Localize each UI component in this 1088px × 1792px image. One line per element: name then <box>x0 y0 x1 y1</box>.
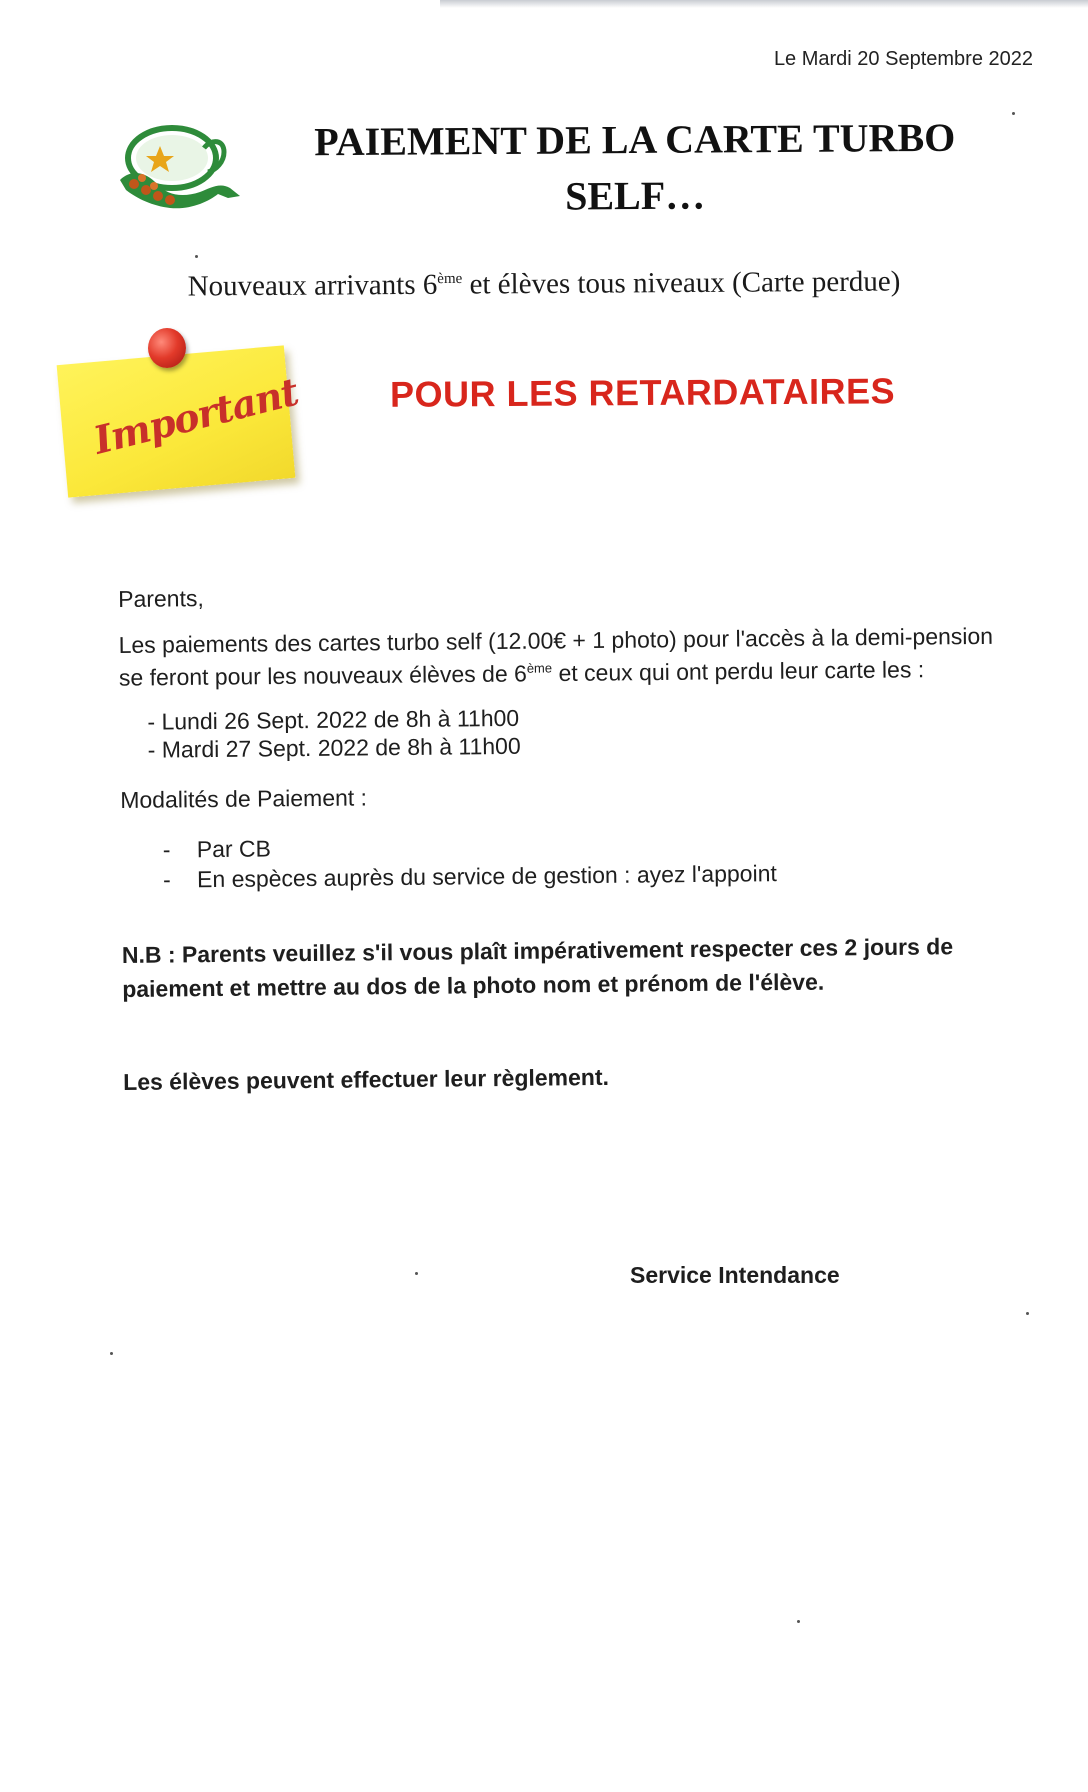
intro-paragraph <box>118 622 1009 692</box>
subtitle-text-end: et élèves tous niveaux (Carte perdue) <box>462 265 901 301</box>
intro-text: Les paiements des cartes turbo self (12.00€ + 1 photo) pour l'accès à la demi-pension se feront pour les nouveaux élèves de 6 <box>118 622 994 691</box>
subtitle-text: Nouveaux arrivants 6 <box>187 268 438 303</box>
scan-speck <box>415 1272 418 1275</box>
payment-dates <box>147 698 1040 763</box>
greeting: Parents, <box>118 585 204 612</box>
letter-body <box>118 575 1043 1095</box>
school-logo-frog-icon <box>112 118 247 218</box>
payment-methods-heading: Modalités de Paiement : <box>120 784 368 813</box>
sticky-note <box>57 345 303 497</box>
title-line-1: PAIEMENT DE LA CARTE TURBO <box>314 114 956 165</box>
students-note: Les élèves peuvent effectuer leur règlement. <box>123 1063 610 1095</box>
title-line-2: SELF… <box>565 172 706 219</box>
subtitle-superscript: ème <box>437 270 463 288</box>
scan-speck <box>1026 1312 1029 1315</box>
scan-speck <box>110 1352 113 1355</box>
scan-edge <box>440 0 1088 8</box>
letter-date: Le Mardi 20 Septembre 2022 <box>773 48 1033 70</box>
subtitle <box>0 264 1088 305</box>
late-notice-heading: POUR LES RETARDATAIRES <box>389 370 896 415</box>
intro-text-end: et ceux qui ont perdu leur carte les : <box>551 656 925 687</box>
signature: Service Intendance <box>630 1262 840 1288</box>
sticky-note-label: Important <box>89 368 303 463</box>
nota-bene: N.B : Parents veuillez s'il vous plaît impérativement respecter ces 2 jours de paiement et mettre au dos de la photo nom et prénom de l'élève. <box>121 932 954 1002</box>
scan-speck <box>195 255 198 258</box>
document-title <box>250 109 1021 226</box>
intro-superscript: ème <box>526 660 553 676</box>
payment-methods-list <box>163 826 1042 893</box>
payment-method: - Par CB <box>163 826 1041 863</box>
pushpin-icon <box>148 328 186 368</box>
payment-date: - Mardi 27 Sept. 2022 de 8h à 11h00 <box>147 732 521 763</box>
scan-speck <box>797 1620 800 1623</box>
payment-method: - En espèces auprès du service de gestion : ayez l'appoint <box>163 856 1041 893</box>
scan-speck <box>1012 112 1015 115</box>
payment-date: - Lundi 26 Sept. 2022 de 8h à 11h00 <box>147 704 520 735</box>
